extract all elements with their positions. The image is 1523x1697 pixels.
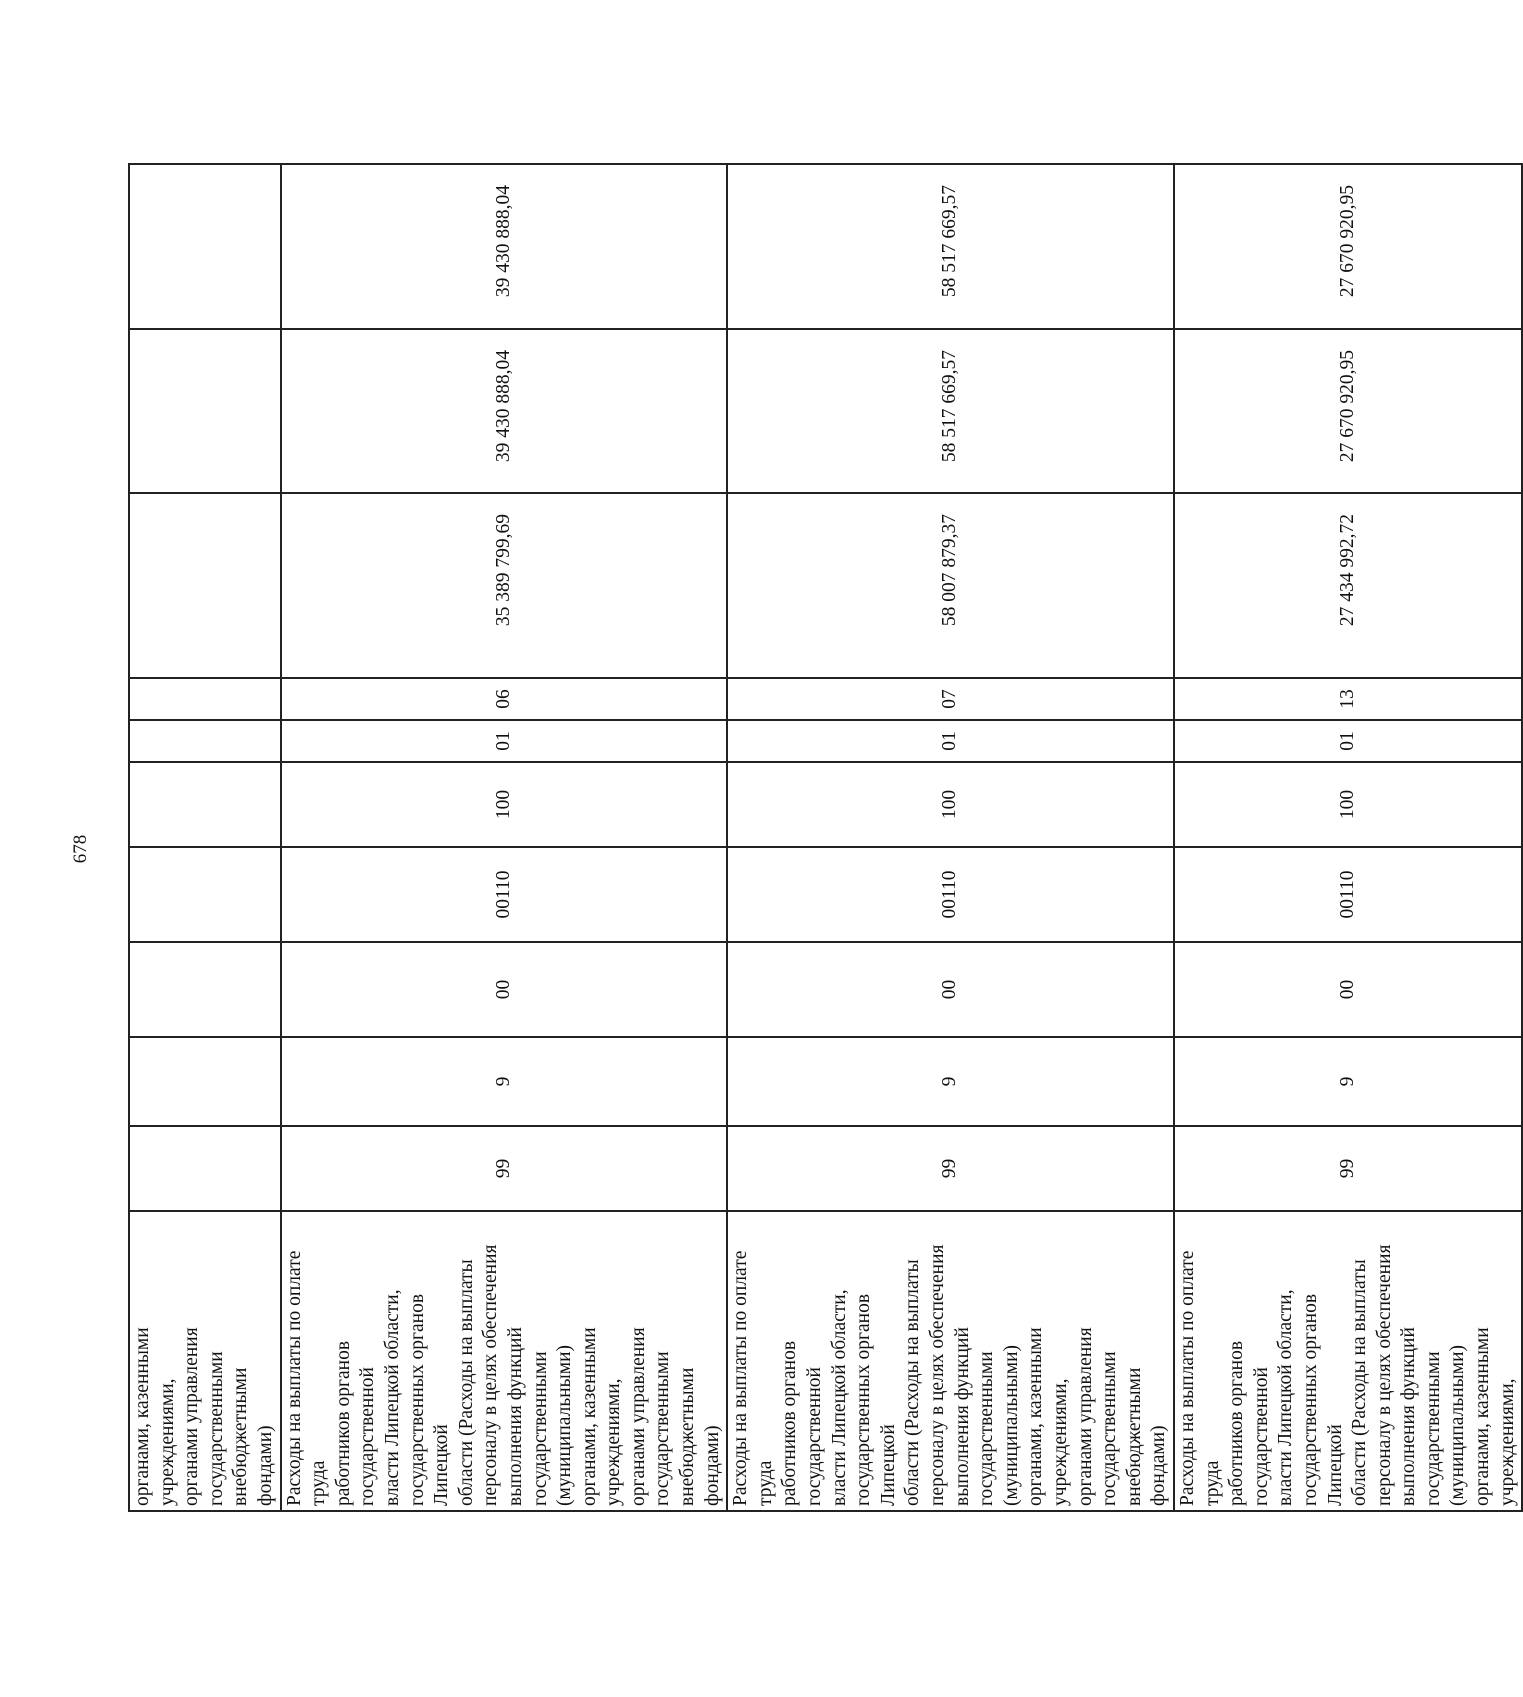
code-7: 13 (1174, 678, 1522, 720)
code-1 (129, 1126, 281, 1211)
code-4: 00110 (727, 847, 1174, 942)
amount-2 (129, 329, 281, 493)
amount-1: 58 007 879,37 (727, 493, 1174, 678)
table-row (1174, 164, 1522, 1511)
code-6 (129, 720, 281, 762)
code-7: 07 (727, 678, 1174, 720)
row-name: органами, казенными учреждениями, органами управления государственными внебюджетными фондами) (129, 1211, 281, 1511)
amount-1 (129, 493, 281, 678)
row-name: Расходы на выплаты по оплате труда работников органов государственной власти Липецкой области, государственных органов Липецкой области (Расходы на выплаты персоналу в целях обеспечения выполнения функций государственными (муниципальными) органами, казенными учреждениями, (1174, 1211, 1522, 1511)
code-7 (129, 678, 281, 720)
page-number: 678 (70, 834, 91, 864)
code-2: 9 (281, 1037, 728, 1126)
code-5: 100 (281, 762, 728, 847)
code-1: 99 (1174, 1126, 1522, 1211)
amount-3: 27 670 920,95 (1174, 164, 1522, 329)
code-5: 100 (727, 762, 1174, 847)
code-5: 100 (1174, 762, 1522, 847)
amount-3 (129, 164, 281, 329)
code-4: 00110 (281, 847, 728, 942)
code-4: 00110 (1174, 847, 1522, 942)
code-4 (129, 847, 281, 942)
code-2 (129, 1037, 281, 1126)
amount-1: 35 389 799,69 (281, 493, 728, 678)
amount-2: 27 670 920,95 (1174, 329, 1522, 493)
code-3: 00 (281, 942, 728, 1037)
amount-2: 39 430 888,04 (281, 329, 728, 493)
code-3: 00 (1174, 942, 1522, 1037)
code-7: 06 (281, 678, 728, 720)
table-row (727, 164, 1174, 1511)
code-3: 00 (727, 942, 1174, 1037)
amount-3: 58 517 669,57 (727, 164, 1174, 329)
code-6: 01 (281, 720, 728, 762)
amount-1: 27 434 992,72 (1174, 493, 1522, 678)
code-6: 01 (1174, 720, 1522, 762)
row-name: Расходы на выплаты по оплате труда работников органов государственной власти Липецкой области, государственных органов Липецкой области (Расходы на выплаты персоналу в целях обеспечения выполнения функций государственными (муниципальными) органами, казенными учреждениями, органами управления государственными внебюджетными фондами) (727, 1211, 1174, 1511)
table-row (281, 164, 728, 1511)
table-row (129, 164, 281, 1511)
code-1: 99 (727, 1126, 1174, 1211)
code-6: 01 (727, 720, 1174, 762)
amount-3: 39 430 888,04 (281, 164, 728, 329)
budget-table (128, 163, 1523, 1512)
amount-2: 58 517 669,57 (727, 329, 1174, 493)
code-1: 99 (281, 1126, 728, 1211)
code-2: 9 (727, 1037, 1174, 1126)
code-5 (129, 762, 281, 847)
row-name: Расходы на выплаты по оплате труда работников органов государственной власти Липецкой области, государственных органов Липецкой области (Расходы на выплаты персоналу в целях обеспечения выполнения функций государственными (муниципальными) органами, казенными учреждениями, органами управления государственными внебюджетными фондами) (281, 1211, 728, 1511)
code-2: 9 (1174, 1037, 1522, 1126)
code-3 (129, 942, 281, 1037)
